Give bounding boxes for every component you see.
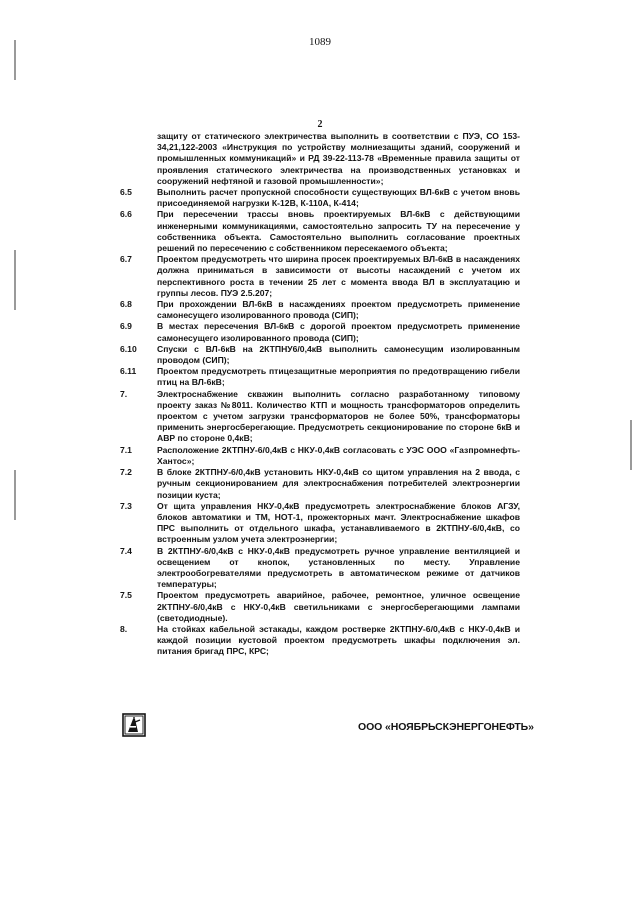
clause-item — [120, 321, 520, 343]
clause-number: 6.11 — [120, 366, 137, 377]
clause-number: 7. — [120, 388, 128, 399]
clause-item — [120, 187, 520, 209]
clause-text: Проектом предусмотреть аварийное, рабочее, ремонтное, уличное освещение 2КТПНУ-6/0,4кВ с НКУ-0,4кВ светильниками с энергосберегающими лампами (светодиодные). — [157, 590, 520, 623]
clause-text: Проектом предусмотреть что ширина просек проектируемых ВЛ-6кВ в насаждениях должна приниматься в зависимости от высоты насаждений с учетом их перспективного роста в течении 25 лет с момента ввода ВЛ в эксплуатацию и группы лесов. ПУЭ 2.5.207; — [157, 254, 520, 298]
clause-number: 6.10 — [120, 343, 137, 354]
clause-text: Электроснабжение скважин выполнить согласно разработанному типовому проекту заказ №8011. Количество КТП и мощность трансформаторов определить проектом с учетом загрузки трансформаторов не более 50%, трансформаторы применить энергосберегающие. Предусмотреть секционирование по стороне 6кВ и АВР по стороне 0,4кВ; — [157, 388, 520, 444]
clause-text: Проектом предусмотреть птицезащитные мероприятия по предотвращению гибели птиц на ВЛ-6кВ; — [157, 366, 520, 388]
page-number: 1089 — [309, 36, 331, 48]
clause-number: 7.4 — [120, 545, 132, 556]
clause-item — [120, 131, 520, 187]
company-name: ООО «НОЯБРЬСКЭНЕРГОНЕФТЬ» — [358, 721, 534, 733]
clause-text: В 2КТПНУ-6/0,4кВ с НКУ-0,4кВ предусмотреть ручное управление вентиляцией и освещением от кнопок, установленных по месту. Управление электрообогревателями предусмотреть в автоматическом режиме от датчиков температуры; — [157, 545, 520, 590]
clause-number: 6.9 — [120, 321, 132, 332]
clause-number: 7.3 — [120, 500, 132, 511]
clause-item — [120, 344, 520, 366]
clause-number: 6.8 — [120, 299, 132, 310]
clause-text: При прохождении ВЛ-6кВ в насаждениях проектом предусмотреть применение самонесущего изолированного провода (СИП); — [157, 299, 520, 321]
clause-text: При пересечении трассы вновь проектируемых ВЛ-6кВ с действующими инженерными коммуникациями, самостоятельно запросить ТУ на пересечение у собственника объекта. Самостоятельно выполнить согласование проектных решений по пересечению с собственником пересекаемого объекта; — [157, 209, 520, 254]
clause-number: 6.5 — [120, 187, 132, 198]
clause-number: 7.2 — [120, 467, 132, 478]
clause-number: 6.7 — [120, 254, 132, 265]
oil-derrick-logo-icon — [122, 713, 146, 737]
clause-item — [120, 299, 520, 321]
clause-text: В блоке 2КТПНУ-6/0,4кВ установить НКУ-0,4кВ со щитом управления на 2 ввода, с ручным секционированием для электроснабжения потребителей электроэнергии позиции куста; — [157, 467, 520, 500]
clause-number: 8. — [120, 623, 128, 634]
clause-item — [120, 254, 520, 299]
clause-item — [120, 590, 520, 624]
scan-edge-mark — [14, 470, 16, 520]
clause-item — [120, 445, 520, 467]
clause-item — [120, 467, 520, 501]
clause-text: В местах пересечения ВЛ-6кВ с дорогой проектом предусмотреть применение самонесущего изолированного провода (СИП); — [157, 321, 520, 343]
clause-text: От щита управления НКУ-0,4кВ предусмотреть электроснабжение блоков АГЗУ, блоков автоматики и ТМ, НОТ-1, прожекторных мачт. Электроснабжение шкафов ПРС выполнить от отдельного шкафа, устанавливаемого в 2КТПНУ-6/0,4кВ, со встроенным узлом учета электроэнергии; — [157, 500, 520, 545]
clause-text: защиту от статического электричества выполнить в соответствии с ПУЭ, СО 153-34,21,122-2003 «Инструкция по устройству молниезащиты зданий, сооружений и промышленных коммуникаций» и РД 39-22-113-78 «Временные правила защиты от проявления статического электричества на производственных установках и сооружений нефтяной и газовой промышленности»; — [157, 131, 520, 186]
clause-number — [120, 131, 157, 187]
scan-edge-mark — [14, 250, 16, 310]
sheet-number: 2 — [317, 119, 323, 130]
clause-item — [120, 501, 520, 546]
clause-text: Выполнить расчет пропускной способности существующих ВЛ-6кВ с учетом вновь присоединяемой нагрузки К-12В, К-110А, К-414; — [157, 187, 520, 209]
clause-text: Спуски с ВЛ-6кВ на 2КТПНУ6/0,4кВ выполнить самонесущим изолированным проводом (СИП); — [157, 343, 520, 366]
scan-edge-mark — [630, 420, 632, 470]
clause-number: 7.5 — [120, 590, 132, 601]
clause-item — [120, 366, 520, 388]
clause-item — [120, 546, 520, 591]
clause-list — [120, 131, 520, 658]
clause-item — [120, 209, 520, 254]
clause-item — [120, 389, 520, 445]
clause-text: Расположение 2КТПНУ-6/0,4кВ с НКУ-0,4кВ согласовать с УЭС ООО «Газпромнефть-Хантос»; — [157, 444, 520, 466]
clause-item — [120, 624, 520, 658]
clause-text: На стойках кабельной эстакады, каждом ростверке 2КТПНУ-6/0,4кВ с НКУ-0,4кВ и каждой позиции кустовой проектом предусмотреть шкафы подключения эл. питания бригад ПРС, КРС; — [157, 623, 520, 657]
clause-number: 6.6 — [120, 209, 132, 220]
clause-number: 7.1 — [120, 444, 132, 455]
